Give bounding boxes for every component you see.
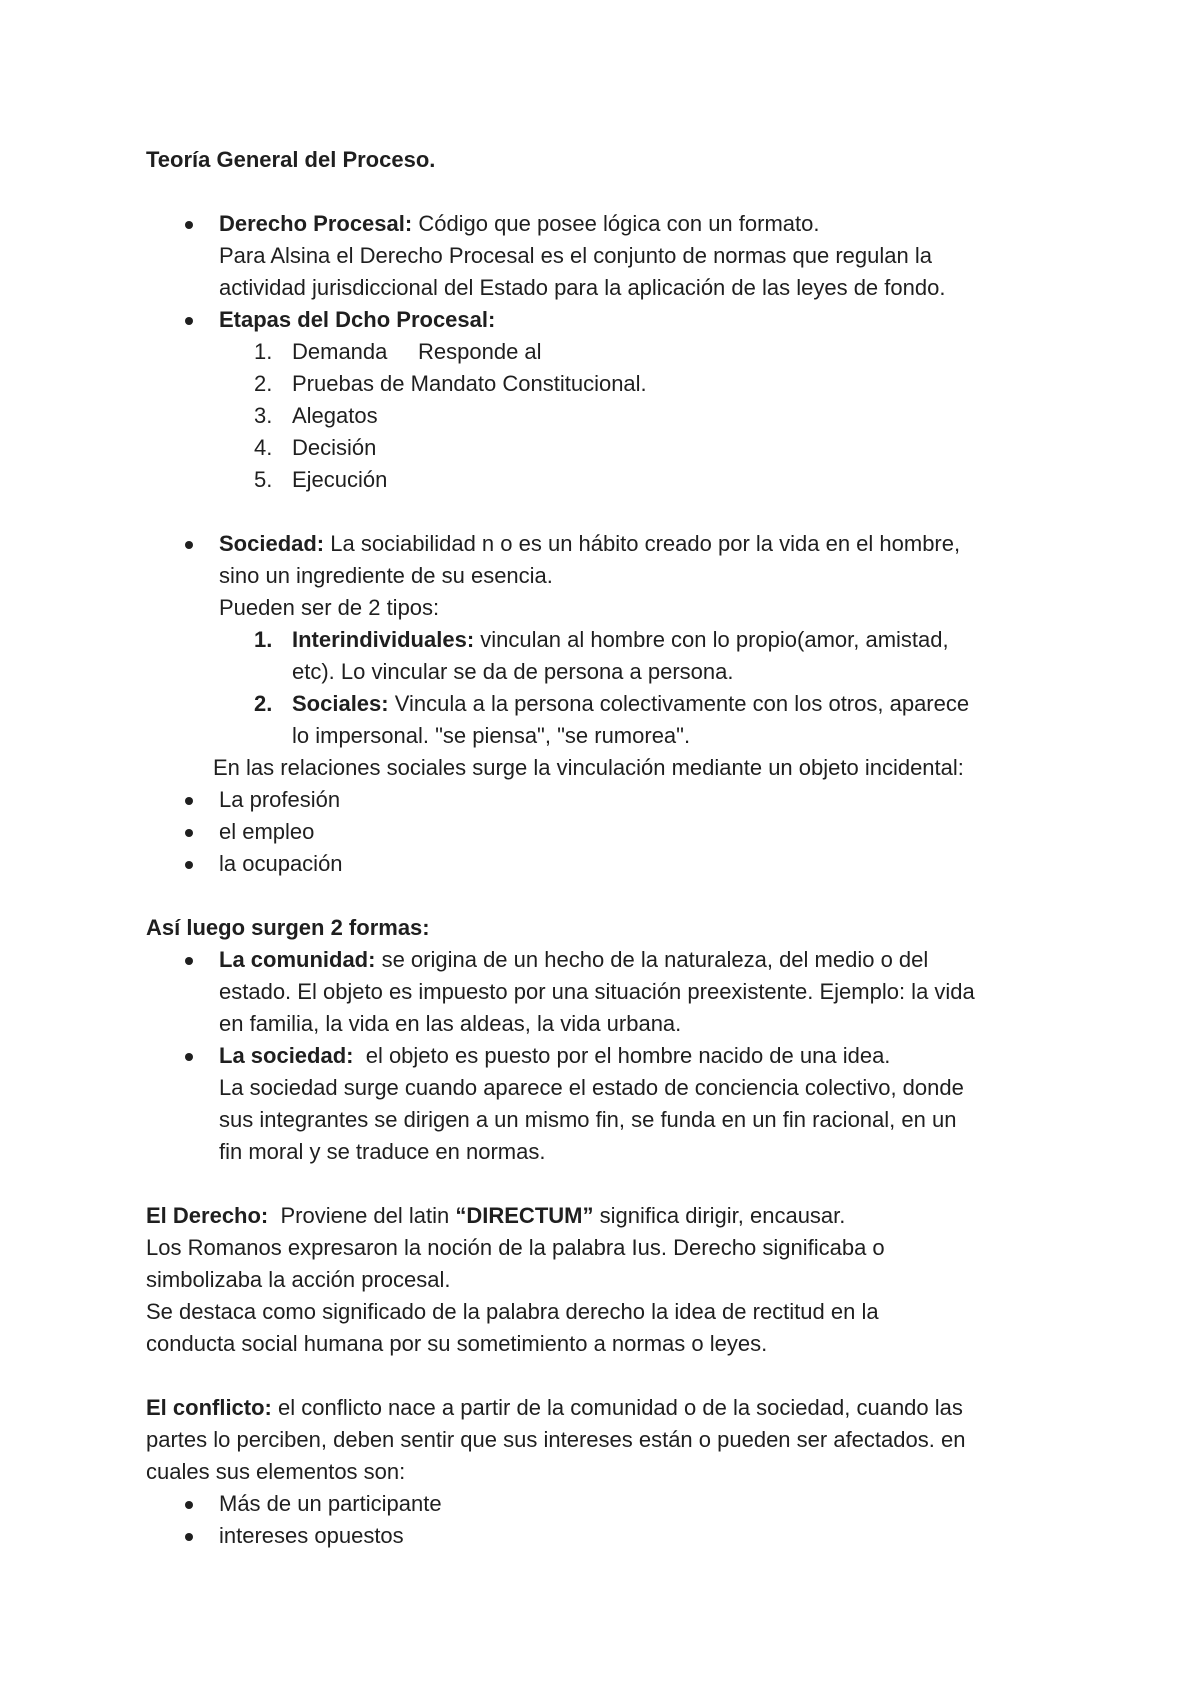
conflicto-line-2: partes lo perciben, deben sentir que sus intereses están o pueden ser afectados. en	[146, 1427, 966, 1452]
sociedad-line-2: sino un ingrediente de su esencia.	[219, 563, 553, 588]
objeto-item: la ocupación	[146, 848, 1080, 880]
tipo-item-cont: etc). Lo vincular se da de persona a persona.	[292, 659, 734, 684]
bullet-derecho-procesal: Derecho Procesal: Código que posee lógica con un formato.	[146, 208, 1080, 240]
etapa-item: 3. Alegatos	[254, 403, 378, 428]
bullet-sociedad-forma: La sociedad: el objeto es puesto por el hombre nacido de una idea.	[146, 1040, 1080, 1072]
sociedad-forma-line-3: sus integrantes se dirigen a un mismo fin, se funda en un fin racional, en un	[219, 1107, 957, 1132]
el-derecho-paragraph: El Derecho: Proviene del latin “DIRECTUM” significa dirigir, encausar.	[146, 1203, 846, 1228]
alsina-line-1: Para Alsina el Derecho Procesal es el conjunto de normas que regulan la	[219, 243, 932, 268]
page-title: Teoría General del Proceso.	[146, 147, 436, 172]
spacer	[146, 496, 1080, 528]
bullet-comunidad: La comunidad: se origina de un hecho de la naturaleza, del medio o del	[146, 944, 1080, 976]
sociedad-forma-line-2: La sociedad surge cuando aparece el estado de conciencia colectivo, donde	[219, 1075, 964, 1100]
comunidad-line-2: estado. El objeto es impuesto por una situación preexistente. Ejemplo: la vida	[219, 979, 975, 1004]
elemento-item: Más de un participante	[146, 1488, 1080, 1520]
etapa-item: 1. Demanda Responde al	[254, 339, 542, 364]
comunidad-line-3: en familia, la vida en las aldeas, la vida urbana.	[219, 1011, 682, 1036]
tipo-item: 1. Interindividuales: vinculan al hombre con lo propio(amor, amistad,	[254, 627, 949, 652]
el-derecho-line-5: conducta social humana por su sometimiento a normas o leyes.	[146, 1331, 768, 1356]
el-derecho-line-3: simbolizaba la acción procesal.	[146, 1267, 451, 1292]
elemento-item: intereses opuestos	[146, 1520, 1080, 1552]
bullet-etapas: Etapas del Dcho Procesal:	[146, 304, 1080, 336]
etapa-item: 4. Decisión	[254, 435, 377, 460]
tipos-intro: Pueden ser de 2 tipos:	[219, 595, 440, 620]
objeto-item: el empleo	[146, 816, 1080, 848]
objeto-item: La profesión	[146, 784, 1080, 816]
spacer	[146, 1360, 1080, 1392]
el-derecho-line-4: Se destaca como significado de la palabra derecho la idea de rectitud en la	[146, 1299, 879, 1324]
spacer	[146, 1168, 1080, 1200]
sociedad-forma-line-4: fin moral y se traduce en normas.	[219, 1139, 546, 1164]
etapa-item: 2. Pruebas de Mandato Constitucional.	[254, 371, 647, 396]
conflicto-paragraph: El conflicto: el conflicto nace a partir de la comunidad o de la sociedad, cuando las	[146, 1395, 963, 1420]
bullet-sociedad: Sociedad: La sociabilidad n o es un hábito creado por la vida en el hombre,	[146, 528, 1080, 560]
spacer	[146, 880, 1080, 912]
tipo-item-cont: lo impersonal. "se piensa", "se rumorea".	[292, 723, 691, 748]
conflicto-line-3: cuales sus elementos son:	[146, 1459, 406, 1484]
relaciones-text: En las relaciones sociales surge la vinculación mediante un objeto incidental:	[213, 755, 964, 780]
el-derecho-line-2: Los Romanos expresaron la noción de la palabra Ius. Derecho significaba o	[146, 1235, 885, 1260]
formas-heading: Así luego surgen 2 formas:	[146, 915, 430, 940]
alsina-line-2: actividad jurisdiccional del Estado para la aplicación de las leyes de fondo.	[219, 275, 946, 300]
etapa-item: 5. Ejecución	[254, 467, 388, 492]
tipo-item: 2. Sociales: Vincula a la persona colectivamente con los otros, aparece	[254, 691, 970, 716]
